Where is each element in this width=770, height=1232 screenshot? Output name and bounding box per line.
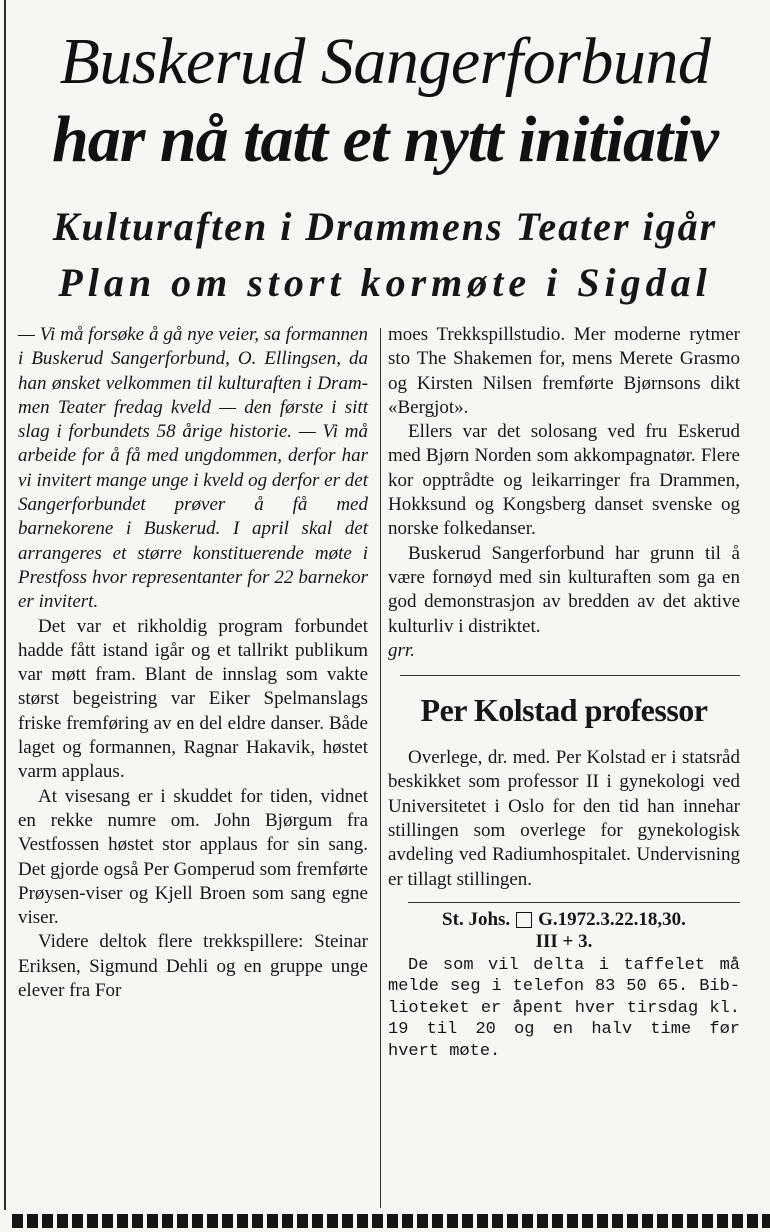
article-intro: — Vi må forsøke å gå nye veier, sa formannen i Buskerud Sangerforbund, O. Ellingsen, da han ønsket velkommen til kulturaften i Drammen Teater fredag kveld — den første i sitt slag i forbundets 58 årige historie. — Vi må arbeide for å få med ungdommen, derfor har vi invitert mange unge i kveld og derfor er det Sangerforbundet prøver å få med barnekorene i Buskerud. I april skal det arrangeres et større konstituerende møte i Prestfoss hvor representanter for 22 barnekor er invitert.	[18, 324, 368, 613]
notice-divider	[408, 902, 740, 903]
article-paragraph-1: Det var et rikholdig program forbundet hadde fått istand igår og et tallrikt publikum var møtt fram. Blant de innslag som vakte størst begeistring var Eiker Spelmanslags friske fremføring av en del eldre danser. Både laget og formannen, Ragnar Hakavik, høstet varm applaus.	[18, 615, 368, 783]
notice-heading	[388, 909, 740, 931]
section-divider	[400, 675, 740, 676]
notice-degree: III + 3.	[535, 930, 593, 952]
article-paragraph-3: Videre deltok flere trekkspillere: Steinar Eriksen, Sigmund Dehli og en gruppe unge elever fra For	[18, 931, 368, 1002]
notice-lodge-name: St. Johs.	[442, 908, 511, 930]
article-column-left	[18, 323, 368, 1003]
notice-meeting-code: G.1972.3.22.18,30.	[538, 908, 686, 930]
column-divider	[380, 328, 381, 1208]
article-column-right	[388, 323, 740, 1062]
bottom-dashed-border	[12, 1214, 770, 1228]
article-signature: grr.	[388, 639, 415, 661]
article-paragraph-4: Ellers var det solosang ved fru Eskerud med Bjørn Norden som akkompagnatør. Flere kor opptrådte og leikarringer fra Drammen, Hokksund og Kongsberg danset svenske og norske folkedanser.	[388, 421, 740, 540]
professor-headline: Per Kolstad professor	[420, 692, 708, 729]
left-margin-rule	[4, 0, 6, 1210]
subheadline-line-2: Plan om stort kormøte i Sigdal	[58, 260, 712, 305]
headline-line-2: har nå tatt et nytt initiativ	[52, 103, 718, 176]
notice-body: De som vil delta i taffelet må melde seg i telefon 83 50 65. Biblioteket er åpent hver tirsdag kl. 19 til 20 og en halv time før hvert møte.	[388, 955, 740, 1061]
subheadline-line-1: Kulturaften i Drammens Teater igår	[52, 204, 718, 249]
box-icon	[516, 912, 532, 928]
professor-body: Overlege, dr. med. Per Kolstad er i statsråd beskikket som professor II i gynekologi ved Universitetet i Oslo for den tid han innehar stillingen som overlege for gynekologisk avdeling ved Radiumhospitalet. Undervisning er tillagt stillingen.	[388, 747, 740, 890]
article-paragraph-5: Buskerud Sangerforbund har grunn til å være fornøyd med sin kulturaften som ga en god demonstrasjon av bredden av det aktive kulturliv i distriktet.	[388, 542, 740, 637]
article-paragraph-3-continued: moes Trekkspillstudio. Mer moderne rytmer sto The Shakemen for, mens Merete Grasmo og Kirsten Nilsen fremførte Bjørnsons dikt «Bergjot».	[388, 324, 740, 418]
article-paragraph-2: At visesang er i skuddet for tiden, vidnet en rekke numre om. John Bjørgum fra Vestfossen høstet stor applaus for sin sang. Det gjorde også Per Gomperud som fremførte Prøysen-viser og Kjell Broen som sang egne viser.	[18, 785, 368, 929]
headline-line-1: Buskerud Sangerforbund	[59, 25, 711, 98]
